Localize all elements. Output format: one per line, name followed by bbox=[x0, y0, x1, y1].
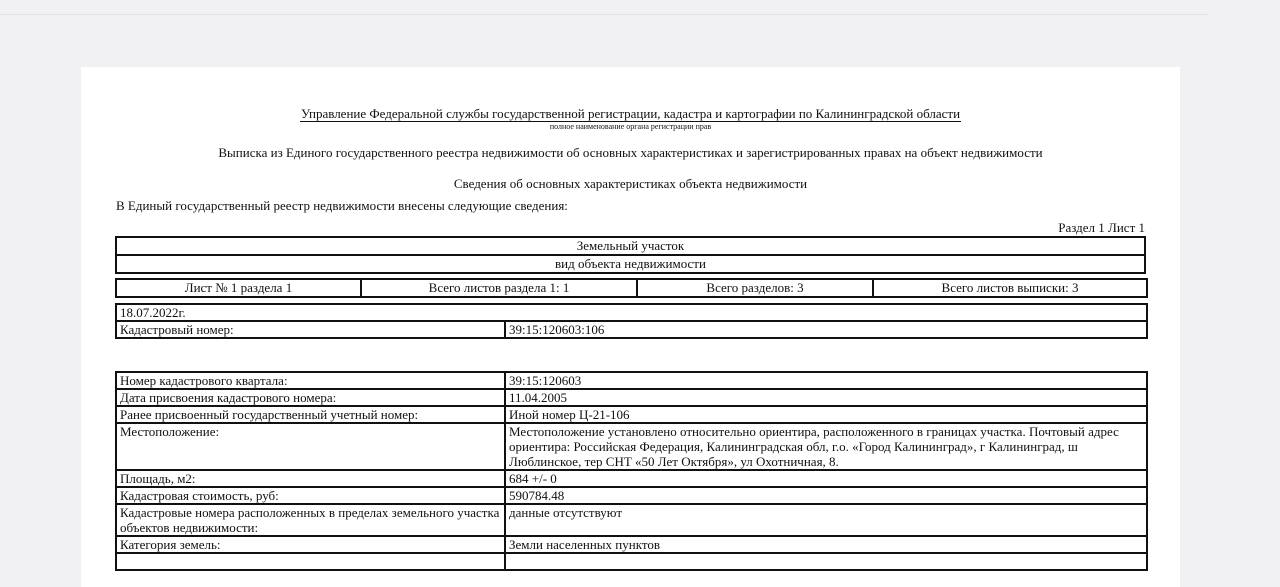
extract-date: 18.07.2022г. bbox=[116, 304, 1147, 321]
row-value: 11.04.2005 bbox=[505, 389, 1147, 406]
cadastral-value: 39:15:120603:106 bbox=[505, 321, 1147, 338]
row-label: Ранее присвоенный государственный учетный номер: bbox=[116, 406, 505, 423]
cadastral-label: Кадастровый номер: bbox=[116, 321, 505, 338]
intro-line: В Единый государственный реестр недвижимости внесены следующие сведения: bbox=[116, 198, 568, 213]
row-label: Площадь, м2: bbox=[116, 470, 505, 487]
organization-caption: полное наименование органа регистрации прав bbox=[549, 122, 712, 131]
row-label: Номер кадастрового квартала: bbox=[116, 372, 505, 389]
object-type: Земельный участок bbox=[116, 237, 1145, 255]
total-sheets-extract: Всего листов выписки: 3 bbox=[873, 279, 1147, 297]
object-type-row bbox=[116, 237, 1145, 255]
row-value: Иной номер Ц-21-106 bbox=[505, 406, 1147, 423]
viewer-top-bar bbox=[0, 0, 1208, 15]
row-label: Кадастровые номера расположенных в пределах земельного участка объектов недвижимости: bbox=[116, 504, 505, 536]
row-value: 590784.48 bbox=[505, 487, 1147, 504]
details-table bbox=[115, 371, 1148, 571]
row-value: Земли населенных пунктов bbox=[505, 536, 1147, 553]
organization-name: Управление Федеральной службы государственной регистрации, кадастра и картографии по Калининградской области bbox=[300, 106, 961, 121]
sheets-row bbox=[116, 279, 1147, 297]
section-title: Сведения об основных характеристиках объекта недвижимости bbox=[453, 176, 808, 191]
sheets-table bbox=[115, 278, 1148, 298]
date-row bbox=[116, 304, 1147, 321]
table-row bbox=[116, 423, 1147, 470]
row-label: Местоположение: bbox=[116, 423, 505, 470]
object-type-caption: вид объекта недвижимости bbox=[116, 255, 1145, 273]
total-sheets-section: Всего листов раздела 1: 1 bbox=[361, 279, 637, 297]
row-value: 684 +/- 0 bbox=[505, 470, 1147, 487]
table-row bbox=[116, 504, 1147, 536]
row-value: 39:15:120603 bbox=[505, 372, 1147, 389]
table-row bbox=[116, 406, 1147, 423]
section-reference: Раздел 1 Лист 1 bbox=[1058, 220, 1145, 235]
document-title: Выписка из Единого государственного реестра недвижимости об основных характеристиках и зарегистрированных правах на объект недвижимости bbox=[218, 145, 1043, 160]
sheet-number: Лист № 1 раздела 1 bbox=[116, 279, 361, 297]
table-row bbox=[116, 389, 1147, 406]
row-label: Категория земель: bbox=[116, 536, 505, 553]
total-sections: Всего разделов: 3 bbox=[637, 279, 873, 297]
cadastral-row bbox=[116, 321, 1147, 338]
table-row bbox=[116, 372, 1147, 389]
row-value: данные отсутствуют bbox=[505, 504, 1147, 536]
object-type-table bbox=[115, 236, 1146, 274]
main-info-table bbox=[115, 303, 1148, 339]
object-type-caption-row bbox=[116, 255, 1145, 273]
table-row bbox=[116, 470, 1147, 487]
document-page bbox=[81, 67, 1180, 587]
row-label: Дата присвоения кадастрового номера: bbox=[116, 389, 505, 406]
row-label: Кадастровая стоимость, руб: bbox=[116, 487, 505, 504]
row-value: Местоположение установлено относительно ориентира, расположенного в границах участка. Почтовый адрес ориентира: Российская Федерация, Калининградская обл, г.о. «Город Калининград», г Калининград, ш Люблинское, тер СНТ «50 Лет Октября», ул Охотничная, 8. bbox=[505, 423, 1147, 470]
table-row bbox=[116, 487, 1147, 504]
table-row bbox=[116, 536, 1147, 553]
